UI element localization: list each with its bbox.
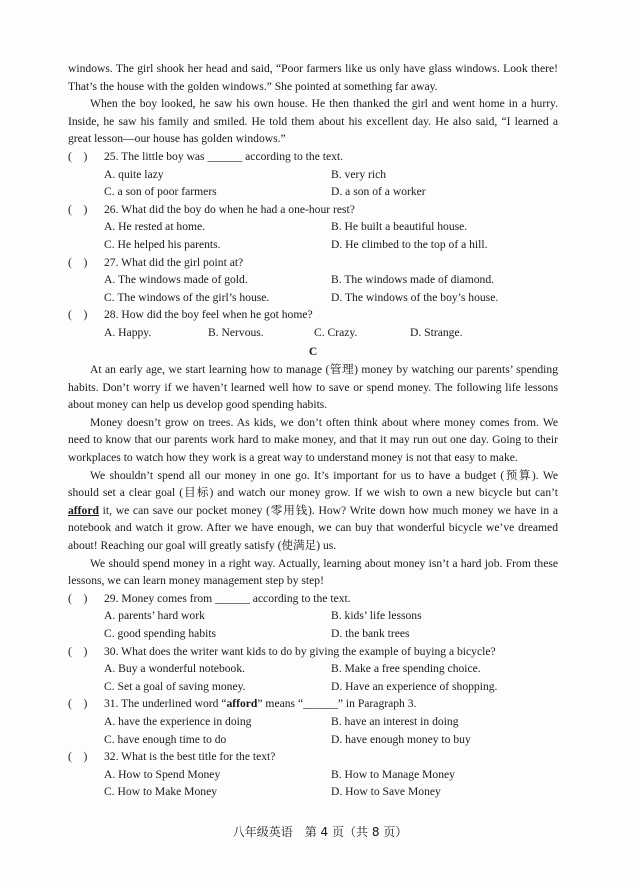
option-c: C. a son of poor farmers bbox=[104, 185, 217, 199]
option-a: A. quite lazy bbox=[104, 167, 164, 181]
answer-blank[interactable]: ( ) bbox=[68, 308, 88, 322]
stem-word-afford: afford bbox=[226, 697, 258, 711]
option-b: B. have an interest in doing bbox=[331, 714, 459, 728]
paragraph-3-start: We shouldn’t spend all our money in one go. It’s important for us to have a budget (预算). We should set a clear goal (目标) and watch our money grow. If we wish to own a new bicycle but can’t bbox=[68, 468, 558, 500]
answer-blank[interactable]: ( ) bbox=[68, 149, 88, 163]
option-d: D. How to Save Money bbox=[331, 785, 441, 799]
option-d: D. He climbed to the top of a hill. bbox=[331, 237, 488, 251]
option-c: C. He helped his parents. bbox=[104, 237, 221, 251]
option-b: B. very rich bbox=[331, 167, 387, 181]
option-b: B. He built a beautiful house. bbox=[331, 220, 468, 234]
option-d: D. the bank trees bbox=[331, 627, 410, 640]
question-25 bbox=[68, 148, 558, 201]
passage-c-paragraph-3 bbox=[68, 467, 558, 555]
passage-b-paragraph-last: When the boy looked, he saw his own house. He then thanked the girl and went home in a hurry. Inside, he saw his family and smiled. He told them about his excellent day. He also said, “I learned a great lesson—our house has golden windows.” bbox=[68, 97, 558, 146]
option-a: A. Happy. bbox=[104, 325, 152, 339]
option-a: A. have the experience in doing bbox=[104, 714, 252, 728]
question-stem bbox=[104, 695, 416, 713]
option-a: A. He rested at home. bbox=[104, 220, 206, 234]
option-b: B. Nervous. bbox=[208, 325, 264, 339]
question-28 bbox=[68, 306, 558, 341]
option-b: B. How to Manage Money bbox=[331, 767, 455, 781]
option-d: D. a son of a worker bbox=[331, 185, 426, 199]
option-c: C. good spending habits bbox=[104, 627, 217, 640]
question-stem: 29. Money comes from ______ according to the text. bbox=[104, 591, 351, 605]
question-27 bbox=[68, 254, 558, 307]
option-c: C. How to Make Money bbox=[104, 785, 218, 799]
question-stem: 28. How did the boy feel when he got home? bbox=[104, 308, 313, 322]
question-stem: 32. What is the best title for the text? bbox=[104, 750, 276, 764]
paragraph-3-rest: it, we can save our pocket money (零用钱). How? Write down how much money we have in a notebook and watch it grow. After we have enough, we can buy that wonderful bicycle we’ve dreamed about! Reaching our goal will greatly satisfy (使满足) us. bbox=[68, 503, 558, 553]
answer-blank[interactable]: ( ) bbox=[68, 255, 88, 269]
stem-start: 31. The underlined word “ bbox=[104, 697, 227, 711]
question-32 bbox=[68, 748, 558, 801]
option-c: C. Set a goal of saving money. bbox=[104, 679, 246, 693]
question-stem: 26. What did the boy do when he had a one-hour rest? bbox=[104, 202, 355, 216]
option-d: D. have enough money to buy bbox=[331, 732, 471, 746]
option-a: A. The windows made of gold. bbox=[104, 273, 248, 287]
option-d: D. Strange. bbox=[410, 325, 463, 339]
option-b: B. The windows made of diamond. bbox=[331, 273, 495, 287]
option-a: A. How to Spend Money bbox=[104, 767, 221, 781]
answer-blank[interactable]: ( ) bbox=[68, 644, 88, 658]
passage-c-paragraph-2: Money doesn’t grow on trees. As kids, we don’t often think about where money comes from. We need to know that our parents work hard to make money, and that it may run out one day. Going to their workplaces to watch how they work is a great way to understand money is not that easy to make. bbox=[68, 415, 558, 465]
option-c: C. Crazy. bbox=[314, 325, 358, 339]
option-c: C. The windows of the girl’s house. bbox=[104, 290, 270, 304]
question-stem: 27. What did the girl point at? bbox=[104, 255, 244, 269]
answer-blank[interactable]: ( ) bbox=[68, 591, 88, 605]
question-26 bbox=[68, 201, 558, 254]
answer-blank[interactable]: ( ) bbox=[68, 202, 88, 216]
question-29 bbox=[68, 590, 558, 643]
question-stem: 25. The little boy was ______ according to the text. bbox=[104, 149, 344, 163]
page-footer: 八年级英语 第 4 页（共 8 页） bbox=[232, 825, 408, 839]
option-a: A. Buy a wonderful notebook. bbox=[104, 662, 246, 676]
answer-blank[interactable]: ( ) bbox=[68, 697, 88, 711]
question-31 bbox=[68, 695, 558, 748]
option-b: B. kids’ life lessons bbox=[331, 609, 422, 623]
option-d: D. Have an experience of shopping. bbox=[331, 679, 498, 693]
option-b: B. Make a free spending choice. bbox=[331, 662, 481, 676]
passage-b-paragraph-end: windows. The girl shook her head and said, “Poor farmers like us only have glass windows. Look there! That’s the house with the golden windows.” She pointed at something far away. bbox=[68, 62, 558, 93]
question-stem: 30. What does the writer want kids to do by giving the example of buying a bicycle? bbox=[104, 644, 496, 658]
option-a: A. parents’ hard work bbox=[104, 609, 205, 623]
answer-blank[interactable]: ( ) bbox=[68, 750, 88, 764]
option-c: C. have enough time to do bbox=[104, 732, 227, 746]
underlined-word-afford: afford bbox=[68, 503, 99, 517]
section-heading-c: C bbox=[308, 344, 318, 358]
stem-end: ” means “______” in Paragraph 3. bbox=[257, 697, 417, 711]
passage-c-paragraph-1: At an early age, we start learning how to manage (管理) money by watching our parents’ spending habits. Don’t worry if we haven’t learned well how to save or spend money. The following life lessons about money can help us develop good spending habits. bbox=[68, 363, 558, 412]
passage-c-paragraph-4: We should spend money in a right way. Actually, learning about money isn’t a hard job. From these lessons, we can learn money management step by step! bbox=[68, 556, 558, 588]
question-30 bbox=[68, 643, 558, 696]
option-d: D. The windows of the boy’s house. bbox=[331, 290, 499, 304]
